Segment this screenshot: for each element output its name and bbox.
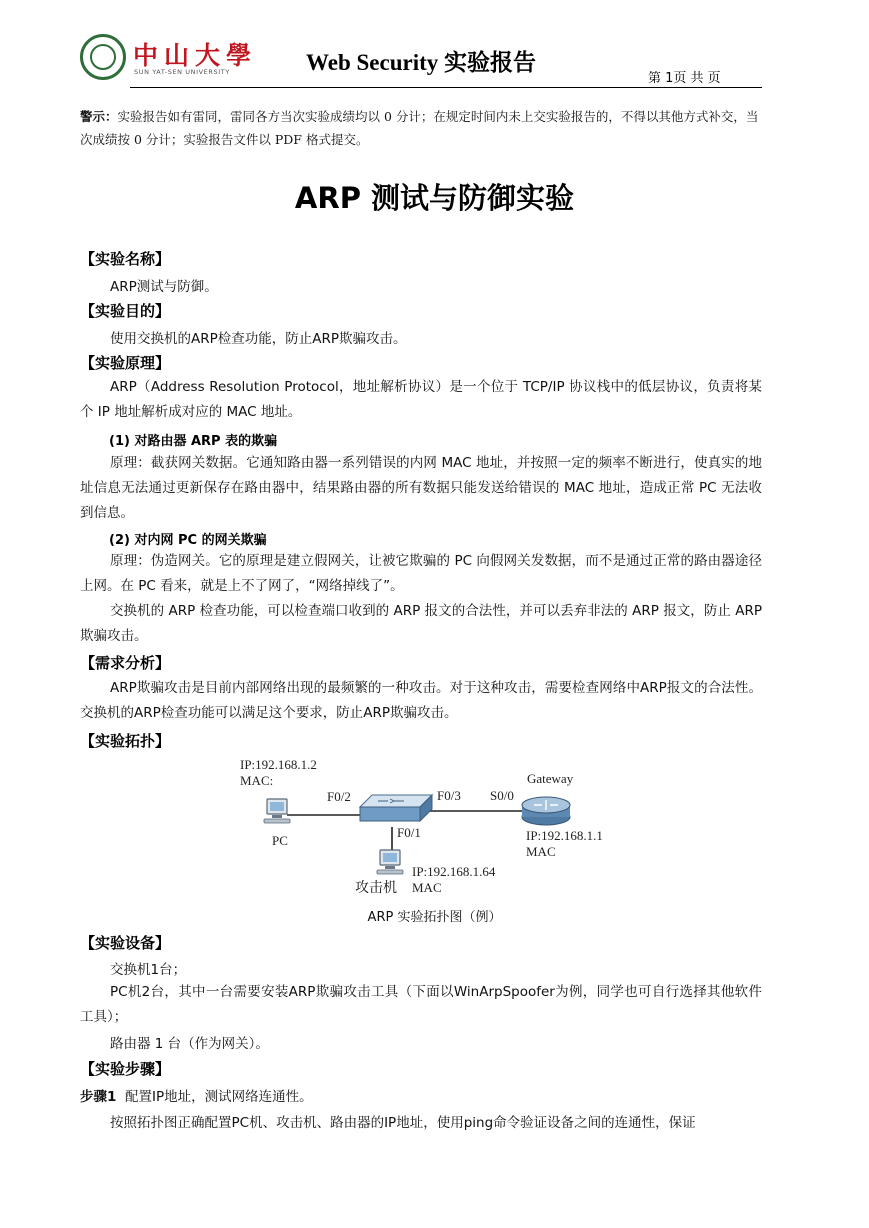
header-divider xyxy=(130,87,762,88)
name-text: ARP测试与防御。 xyxy=(110,279,218,295)
pc-name-label: PC xyxy=(272,833,288,848)
port-f01-label: F0/1 xyxy=(397,825,421,840)
attacker-pc-icon xyxy=(377,850,403,874)
gateway-label: Gateway xyxy=(527,771,574,786)
principle-item2-title: (2) 对内网 PC 的网关欺骗 xyxy=(109,533,267,548)
switch-icon xyxy=(360,795,432,821)
pc-mac-label: MAC: xyxy=(240,773,274,788)
page-info: 第 1页 共 页 xyxy=(648,71,721,86)
section-heading-steps: 【实验步骤】 xyxy=(80,1060,171,1078)
section-heading-purpose: 【实验目的】 xyxy=(80,302,171,320)
purpose-text: 使用交换机的ARP检查功能，防止ARP欺骗攻击。 xyxy=(110,331,407,347)
equipment-item3: 路由器 1 台（作为网关）。 xyxy=(110,1036,269,1052)
principle-intro: ARP（Address Resolution Protocol，地址解析协议）是一个位于 TCP/IP 协议栈中的低层协议，负责将某个 IP 地址解析成对应的 MAC 地址。 xyxy=(80,379,762,420)
pc-ip-label: IP:192.168.1.2 xyxy=(240,757,317,772)
router-icon xyxy=(522,797,570,825)
port-f02-label: F0/2 xyxy=(327,789,351,804)
gateway-ip-label: IP:192.168.1.1 xyxy=(526,828,603,843)
step1-title: 配置IP地址，测试网络连通性。 xyxy=(125,1089,313,1105)
step1-label: 步骤1 xyxy=(80,1089,117,1105)
section-heading-topology: 【实验拓扑】 xyxy=(80,732,171,750)
gateway-mac-label: MAC xyxy=(526,844,556,859)
analysis-text: ARP欺骗攻击是目前内部网络出现的最频繁的一种攻击。对于这种攻击，需要检查网络中ARP报文的合法性。交换机的ARP检查功能可以满足这个要求，防止ARP欺骗攻击。 xyxy=(80,680,762,721)
university-logo-text: 中山大學 xyxy=(133,41,258,70)
equipment-item1: 交换机1台； xyxy=(110,962,187,978)
step1-text: 按照拓扑图正确配置PC机、攻击机、路由器的IP地址，使用ping命令验证设备之间的连通性，保证 xyxy=(110,1115,696,1131)
equipment-item2: PC机2台，其中一台需要安装ARP欺骗攻击工具（下面以WinArpSpoofer为例，同学也可自行选择其他软件工具）； xyxy=(80,984,762,1025)
section-heading-principle: 【实验原理】 xyxy=(80,354,171,372)
attacker-mac-label: MAC xyxy=(412,880,442,895)
warning-label: 警示： xyxy=(80,109,118,124)
port-s00-label: S0/0 xyxy=(490,788,514,803)
section-heading-name: 【实验名称】 xyxy=(80,250,171,268)
university-logo-english: SUN YAT-SEN UNIVERSITY xyxy=(134,68,230,76)
principle-item2-text: 原理：伪造网关。它的原理是建立假网关，让被它欺骗的 PC 向假网关发数据，而不是通过正常的路由器途径上网。在 PC 看来，就是上不了网了，“网络掉线了”。 xyxy=(80,553,762,594)
step1-line xyxy=(80,1085,313,1105)
document-title: ARP 测试与防御实验 xyxy=(294,181,575,215)
principle-item1-text: 原理：截获网关数据。它通知路由器一系列错误的内网 MAC 地址，并按照一定的频率不断进行，使真实的地址信息无法通过更新保存在路由器中，结果路由器的所有数据只能发送给错误的 MAC 地址，造成正常 PC 无法收到信息。 xyxy=(80,455,762,521)
principle-summary: 交换机的 ARP 检查功能，可以检查端口收到的 ARP 报文的合法性，并可以丢弃非法的 ARP 报文，防止 ARP 欺骗攻击。 xyxy=(80,603,762,644)
topology-caption: ARP 实验拓扑图（例） xyxy=(367,910,502,925)
university-seal-icon xyxy=(80,34,126,80)
port-f03-label: F0/3 xyxy=(437,788,461,803)
warning-text: 实验报告如有雷同，雷同各方当次实验成绩均以 0 分计；在规定时间内未上交实验报告的，不得以其他方式补交，当次成绩按 0 分计；实验报告文件以 PDF 格式提交。 xyxy=(80,109,759,147)
header-title: Web Security 实验报告 xyxy=(306,50,536,75)
warning-notice xyxy=(80,105,762,151)
attacker-name-label: 攻击机 xyxy=(355,880,397,896)
principle-item1-title: (1) 对路由器 ARP 表的欺骗 xyxy=(109,434,278,449)
topology-diagram xyxy=(232,757,612,897)
section-heading-equipment: 【实验设备】 xyxy=(80,934,171,952)
pc-icon xyxy=(264,799,290,823)
attacker-ip-label: IP:192.168.1.64 xyxy=(412,864,496,879)
section-heading-analysis: 【需求分析】 xyxy=(80,654,171,672)
